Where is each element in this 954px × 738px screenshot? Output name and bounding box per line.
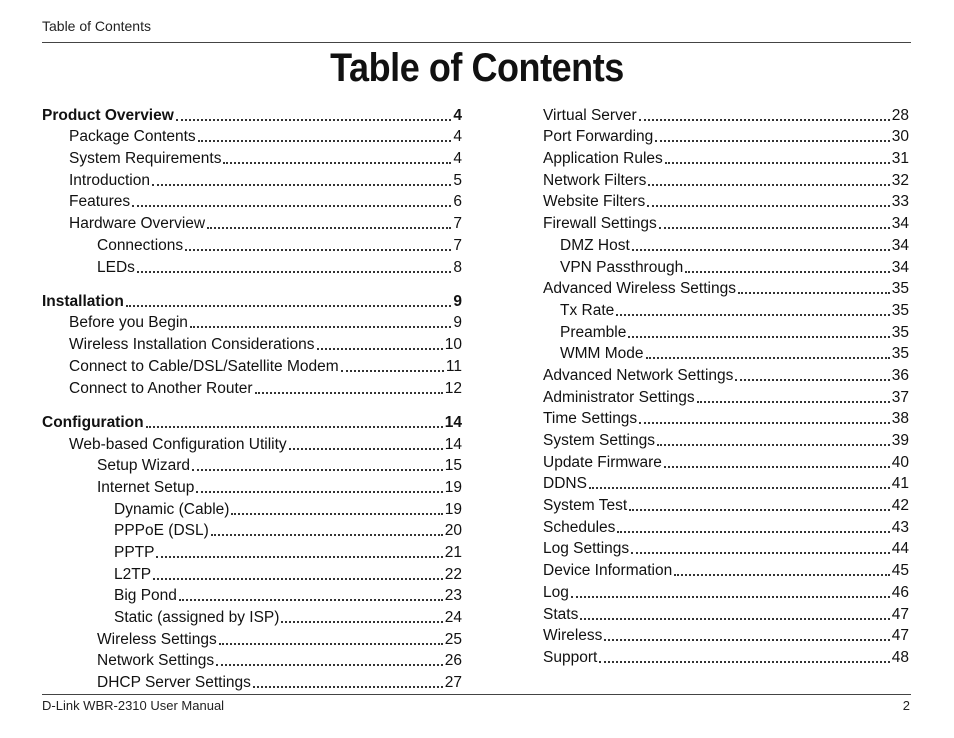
- toc-dot-leader: [255, 392, 443, 394]
- toc-dot-leader: [589, 487, 890, 489]
- toc-entry-page: 42: [891, 497, 909, 515]
- toc-entry[interactable]: [543, 407, 909, 429]
- header-divider: [42, 42, 911, 43]
- toc-entry[interactable]: [543, 298, 909, 320]
- toc-entry-page: 36: [891, 366, 909, 384]
- toc-dot-leader: [281, 621, 442, 623]
- toc-entry-page: 34: [891, 258, 909, 276]
- toc-entry-title: Port Forwarding: [543, 128, 654, 146]
- toc-entry-page: 48: [891, 648, 909, 666]
- toc-entry-title: Update Firmware: [543, 453, 662, 471]
- toc-entry-title: Connections: [97, 236, 184, 254]
- toc-dot-leader: [196, 491, 442, 493]
- toc-dot-leader: [126, 305, 452, 307]
- toc-entry-page: 27: [444, 674, 462, 692]
- toc-entry[interactable]: [543, 277, 909, 299]
- toc-dot-leader: [231, 513, 442, 515]
- toc-entry-page: 45: [891, 562, 909, 580]
- toc-entry-title: Time Settings: [543, 410, 638, 428]
- toc-dot-leader: [156, 556, 442, 558]
- toc-entry[interactable]: [42, 125, 462, 147]
- toc-entry[interactable]: [42, 562, 462, 584]
- toc-entry-title: Stats: [543, 605, 579, 623]
- toc-entry-page: 4: [453, 150, 462, 168]
- toc-entry-title: Features: [69, 193, 131, 211]
- toc-left-column: [42, 103, 462, 692]
- toc-entry-page: 34: [891, 236, 909, 254]
- toc-entry[interactable]: [42, 627, 462, 649]
- toc-entry-page: 15: [444, 457, 462, 475]
- toc-entry-title: Tx Rate: [560, 301, 615, 319]
- toc-entry-title: System Test: [543, 497, 628, 515]
- toc-entry[interactable]: [42, 103, 462, 125]
- toc-entry-title: DDNS: [543, 475, 587, 493]
- toc-entry-page: 35: [891, 323, 909, 341]
- toc-dot-leader: [659, 227, 890, 229]
- toc-entry-title: Big Pond: [114, 587, 177, 605]
- toc-entry-page: 28: [891, 106, 909, 124]
- toc-entry[interactable]: [42, 497, 462, 519]
- toc-entry-page: 12: [444, 379, 462, 397]
- toc-entry[interactable]: [543, 537, 909, 559]
- toc-entry-title: Product Overview: [42, 106, 174, 124]
- toc-entry[interactable]: [543, 428, 909, 450]
- toc-dot-leader: [216, 664, 443, 666]
- toc-entry-page: 5: [453, 171, 462, 189]
- toc-entry-title: Virtual Server: [543, 106, 637, 124]
- toc-entry-page: 41: [891, 475, 909, 493]
- toc-entry-page: 43: [891, 518, 909, 536]
- toc-entry-title: DHCP Server Settings: [97, 674, 251, 692]
- toc-entry[interactable]: [42, 454, 462, 476]
- toc-entry[interactable]: [42, 519, 462, 541]
- toc-entry-title: Installation: [42, 292, 124, 310]
- toc-entry[interactable]: [42, 605, 462, 627]
- toc-entry-title: Hardware Overview: [69, 215, 206, 233]
- toc-entry-title: Wireless Settings: [97, 630, 217, 648]
- toc-entry-page: 8: [453, 258, 462, 276]
- toc-entry-page: 4: [453, 106, 462, 124]
- toc-dot-leader: [646, 357, 890, 359]
- toc-entry[interactable]: [543, 493, 909, 515]
- toc-entry[interactable]: [42, 190, 462, 212]
- toc-entry-title: Advanced Wireless Settings: [543, 280, 736, 298]
- toc-entry[interactable]: [42, 311, 462, 333]
- toc-entry[interactable]: [543, 255, 909, 277]
- toc-entry-page: 21: [444, 543, 462, 561]
- toc-entry-page: 22: [444, 565, 462, 583]
- toc-dot-leader: [289, 448, 443, 450]
- toc-entry[interactable]: [42, 376, 462, 398]
- toc-entry-page: 47: [891, 605, 909, 623]
- toc-dot-leader: [617, 531, 889, 533]
- toc-entry-title: Advanced Network Settings: [543, 366, 734, 384]
- toc-entry[interactable]: [42, 233, 462, 255]
- toc-entry-title: Website Filters: [543, 193, 646, 211]
- toc-entry[interactable]: [42, 670, 462, 692]
- toc-entry[interactable]: [42, 584, 462, 606]
- toc-entry-title: Setup Wizard: [97, 457, 191, 475]
- toc-dot-leader: [631, 552, 890, 554]
- toc-entry-page: 7: [453, 215, 462, 233]
- toc-entry[interactable]: [543, 342, 909, 364]
- toc-dot-leader: [664, 466, 890, 468]
- toc-entry-title: Wireless Installation Considerations: [69, 336, 315, 354]
- toc-entry[interactable]: [543, 190, 909, 212]
- toc-entry-title: Device Information: [543, 562, 673, 580]
- toc-entry[interactable]: [42, 354, 462, 376]
- toc-entry[interactable]: [543, 385, 909, 407]
- toc-entry-title: L2TP: [114, 565, 152, 583]
- toc-entry-page: 7: [453, 236, 462, 254]
- toc-entry[interactable]: [42, 475, 462, 497]
- toc-entry-title: Network Filters: [543, 171, 647, 189]
- toc-dot-leader: [190, 326, 451, 328]
- toc-entry-title: System Settings: [543, 432, 655, 449]
- toc-dot-leader: [223, 162, 451, 164]
- footer-divider: [42, 694, 911, 695]
- toc-dot-leader: [198, 140, 452, 142]
- toc-entry-title: Application Rules: [543, 150, 663, 168]
- toc-dot-leader: [207, 227, 451, 229]
- toc-entry[interactable]: [543, 211, 909, 233]
- toc-entry[interactable]: [42, 540, 462, 562]
- toc-entry[interactable]: [42, 168, 462, 190]
- toc-entry[interactable]: [543, 363, 909, 385]
- toc-entry-title: Network Settings: [97, 652, 215, 670]
- toc-entry-page: 9: [453, 292, 462, 310]
- toc-dot-leader: [580, 618, 889, 620]
- toc-entry-page: 40: [891, 453, 909, 471]
- toc-entry-page: 47: [891, 627, 909, 645]
- toc-entry[interactable]: [543, 624, 909, 646]
- toc-dot-leader: [647, 205, 890, 207]
- toc-dot-leader: [192, 469, 443, 471]
- toc-dot-leader: [648, 184, 889, 186]
- toc-dot-leader: [604, 639, 889, 641]
- toc-entry-page: 10: [444, 336, 462, 354]
- toc-entry-title: PPTP: [114, 543, 155, 561]
- toc-dot-leader: [738, 292, 890, 294]
- toc-dot-leader: [211, 534, 443, 536]
- toc-dot-leader: [632, 249, 890, 251]
- toc-entry-title: Connect to Cable/DSL/Satellite Modem: [69, 357, 339, 375]
- toc-dot-leader: [655, 140, 889, 142]
- toc-dot-leader: [639, 119, 890, 121]
- toc-dot-leader: [665, 162, 890, 164]
- toc-entry-page: 34: [891, 215, 909, 233]
- toc-dot-leader: [735, 379, 889, 381]
- toc-dot-leader: [685, 271, 890, 273]
- toc-entry-page: 14: [444, 435, 462, 453]
- toc-dot-leader: [219, 643, 443, 645]
- toc-entry[interactable]: [543, 645, 909, 667]
- toc-entry-title: Connect to Another Router: [69, 379, 253, 397]
- page-title: Table of Contents: [330, 46, 624, 90]
- toc-entry[interactable]: [543, 450, 909, 472]
- toc-entry-title: Package Contents: [69, 128, 196, 146]
- toc-entry-title: Before you Begin: [69, 314, 188, 332]
- toc-entry[interactable]: [42, 289, 462, 311]
- toc-entry-page: 35: [891, 280, 909, 298]
- toc-entry-title: Static (assigned by ISP): [114, 609, 280, 626]
- toc-entry[interactable]: [42, 432, 462, 454]
- toc-entry-title: PPPoE (DSL): [114, 522, 209, 540]
- toc-entry[interactable]: [42, 649, 462, 671]
- toc-entry-page: 20: [444, 522, 462, 540]
- toc-entry-page: 35: [891, 301, 909, 319]
- toc-dot-leader: [599, 661, 889, 663]
- toc-entry[interactable]: [42, 410, 462, 432]
- toc-entry-title: LEDs: [97, 258, 135, 276]
- toc-entry[interactable]: [42, 332, 462, 354]
- toc-entry[interactable]: [543, 472, 909, 494]
- toc-entry-title: Log: [543, 583, 569, 601]
- toc-dot-leader: [628, 336, 889, 338]
- toc-dot-leader: [317, 348, 443, 350]
- running-header: Table of Contents: [42, 18, 151, 34]
- footer-manual-title: D-Link WBR-2310 User Manual: [42, 698, 225, 713]
- toc-entry-title: System Requirements: [69, 150, 222, 168]
- toc-dot-leader: [629, 509, 890, 511]
- toc-entry-page: 31: [891, 150, 909, 168]
- toc-entry-title: Web-based Configuration Utility: [69, 435, 287, 453]
- toc-dot-leader: [152, 184, 451, 186]
- toc-entry-page: 35: [891, 345, 909, 363]
- toc-entry-page: 44: [891, 540, 909, 558]
- toc-entry-page: 9: [453, 314, 462, 332]
- toc-entry-page: 46: [891, 583, 909, 601]
- toc-entry-page: 19: [444, 478, 462, 496]
- toc-dot-leader: [179, 599, 443, 601]
- toc-entry-title: Wireless: [543, 627, 603, 645]
- toc-dot-leader: [153, 578, 443, 580]
- toc-entry-title: Configuration: [42, 413, 144, 431]
- toc-dot-leader: [657, 444, 890, 446]
- toc-entry[interactable]: [543, 602, 909, 624]
- toc-entry-page: 25: [444, 630, 462, 648]
- toc-entry-title: VPN Passthrough: [560, 258, 684, 276]
- toc-entry[interactable]: [543, 320, 909, 342]
- toc-entry-page: 24: [444, 609, 462, 626]
- toc-entry-title: Internet Setup: [97, 478, 195, 496]
- toc-entry[interactable]: [42, 146, 462, 168]
- toc-entry-page: 30: [891, 128, 909, 146]
- toc-dot-leader: [697, 401, 890, 403]
- toc-entry-page: 19: [444, 500, 462, 518]
- toc-dot-leader: [146, 426, 443, 428]
- toc-dot-leader: [639, 422, 890, 424]
- toc-entry[interactable]: [543, 558, 909, 580]
- toc-entry[interactable]: [543, 515, 909, 537]
- toc-entry-title: Preamble: [560, 323, 627, 341]
- toc-entry-page: 23: [444, 587, 462, 605]
- toc-entry[interactable]: [543, 146, 909, 168]
- toc-dot-leader: [571, 596, 890, 598]
- toc-entry[interactable]: [543, 580, 909, 602]
- toc-entry[interactable]: [543, 168, 909, 190]
- toc-entry-page: 4: [453, 128, 462, 146]
- toc-dot-leader: [132, 205, 451, 207]
- toc-dot-leader: [176, 119, 452, 121]
- toc-entry-page: 26: [444, 652, 462, 670]
- toc-entry-title: Support: [543, 648, 598, 666]
- toc-entry-title: DMZ Host: [560, 236, 630, 254]
- toc-entry[interactable]: [543, 233, 909, 255]
- toc-dot-leader: [253, 686, 443, 688]
- toc-entry-page: 6: [453, 193, 462, 211]
- toc-dot-leader: [616, 314, 889, 316]
- toc-dot-leader: [674, 574, 890, 576]
- toc-entry-title: WMM Mode: [560, 345, 644, 363]
- toc-dot-leader: [137, 271, 451, 273]
- toc-entry-title: Schedules: [543, 518, 616, 536]
- toc-entry-page: 33: [891, 193, 909, 211]
- toc-dot-leader: [341, 370, 444, 372]
- toc-entry-title: Introduction: [69, 171, 150, 189]
- toc-dot-leader: [185, 249, 451, 251]
- toc-entry-page: 32: [891, 171, 909, 189]
- footer-page-number: 2: [902, 698, 910, 713]
- toc-entry-page: 39: [891, 432, 909, 449]
- toc-entry-title: Dynamic (Cable): [114, 500, 230, 518]
- toc-entry-title: Administrator Settings: [543, 388, 695, 406]
- toc-entry-page: 37: [891, 388, 909, 406]
- toc-entry-page: 11: [445, 357, 462, 375]
- toc-entry[interactable]: [543, 125, 909, 147]
- toc-entry-title: Log Settings: [543, 540, 630, 558]
- toc-entry-title: Firewall Settings: [543, 215, 657, 233]
- toc-right-column: [543, 103, 909, 667]
- toc-entry-page: 38: [891, 410, 909, 428]
- toc-entry[interactable]: [543, 103, 909, 125]
- toc-entry[interactable]: [42, 255, 462, 277]
- toc-entry-page: 14: [444, 413, 462, 431]
- toc-entry[interactable]: [42, 211, 462, 233]
